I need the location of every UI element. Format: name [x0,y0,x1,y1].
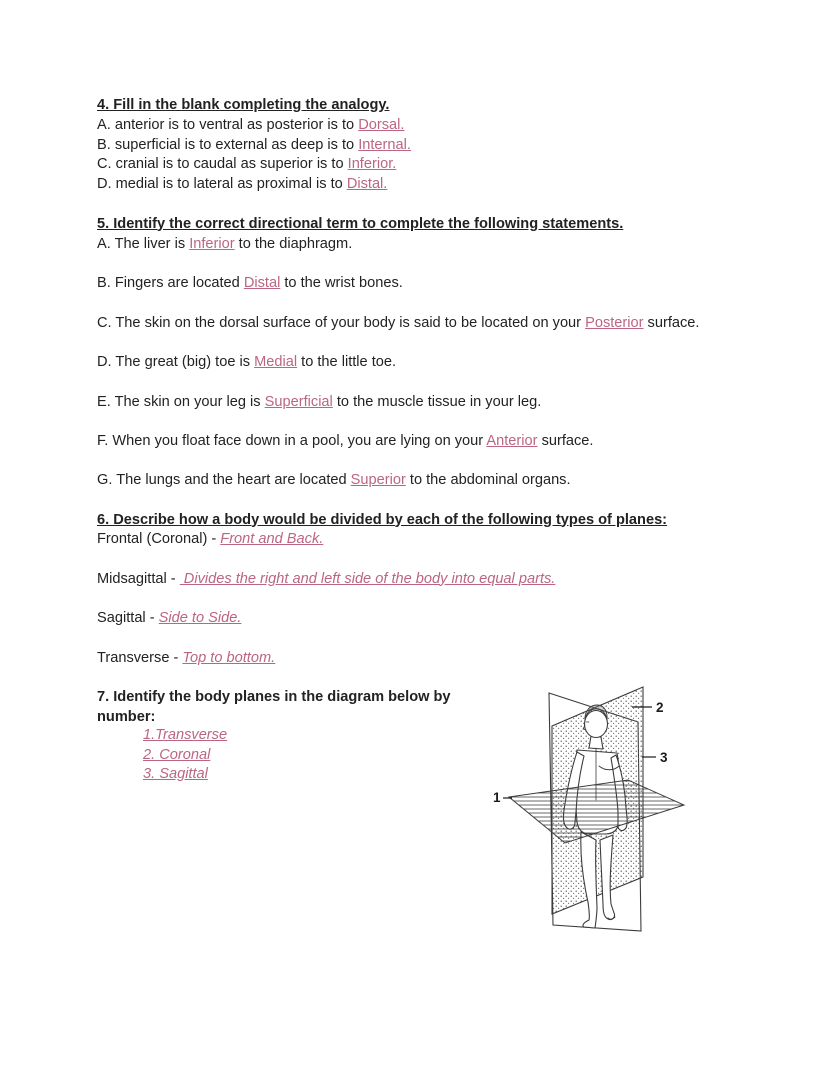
answer-text: Anterior [486,432,538,449]
diagram-label-1: 1 [493,790,501,805]
body-planes-diagram [480,675,715,945]
static-text: F. When you float face down in a pool, you are lying on your [97,432,487,449]
answer-text: Medial [254,354,298,370]
static-text: D. The great (big) toe is [97,354,255,370]
q4-item-c [97,157,396,172]
answer-text: Top to bottom. [182,649,276,666]
diagram-label-2: 2 [656,700,664,715]
answer-text: Internal. [358,136,411,153]
diagram-label-3: 3 [660,750,668,765]
static-text: number: [97,708,156,725]
static-text: 7. Identify the body planes in the diagram below by [97,688,451,705]
static-text: to the abdominal organs. [405,472,571,488]
static-text: Sagittal - [97,610,159,626]
q5-item-d [97,355,396,370]
q4-item-a [97,118,404,133]
answer-text: 1.Transverse [143,726,228,743]
static-text: to the little toe. [297,354,397,370]
q6-header [97,513,667,528]
static-text: to the wrist bones. [280,275,403,291]
answer-text: Divides the right and left side of the body into equal parts. [179,570,556,587]
q5-item-e [97,395,541,410]
answer-text: Superficial [264,393,333,410]
q4-item-d [97,177,387,192]
q6-midsagittal [97,572,555,587]
q5-item-a [97,237,352,252]
static-text: C. The skin on the dorsal surface of your body is said to be located on your [97,314,586,331]
answer-text: Superior [350,472,406,488]
q5-item-f [97,434,593,449]
static-text: A. The liver is [97,235,190,252]
q6-transverse [97,651,275,666]
q7-header-line1 [97,690,451,705]
q6-sagittal [97,611,241,626]
q5-item-c [97,316,699,331]
q7-answer-3 [143,767,208,782]
static-text: D. medial is to lateral as proximal is to [97,176,347,192]
static-text: surface. [643,314,700,331]
answer-text: Distal [243,275,281,291]
static-text: to the diaphragm. [234,235,353,252]
static-text: B. superficial is to external as deep is to [97,136,359,153]
static-text: Transverse - [97,649,183,666]
q7-answer-2 [143,748,210,763]
static-text: Frontal (Coronal) - [97,531,221,547]
static-text: E. The skin on your leg is [97,393,265,410]
static-text: C. cranial is to caudal as superior is to [97,156,348,172]
static-text: 6. Describe how a body would be divided by each of the following types of planes: [97,511,668,528]
q5-item-g [97,473,571,488]
static-text: 5. Identify the correct directional term to complete the following statements. [97,215,624,232]
q7-answer-1 [143,728,227,743]
q6-frontal [97,532,323,547]
answer-text: Distal. [346,176,388,192]
q5-item-b [97,276,403,291]
answer-text: Dorsal. [358,117,405,133]
answer-text: Front and Back. [220,531,324,547]
answer-text: Posterior [585,314,644,331]
static-text: G. The lungs and the heart are located [97,472,351,488]
answer-text: Side to Side. [158,610,242,626]
static-text: B. Fingers are located [97,275,244,291]
q5-header [97,217,623,232]
q4-item-b [97,138,411,153]
static-text: Midsagittal - [97,570,180,587]
answer-text: Inferior [189,235,235,252]
q4-header [97,98,389,113]
answer-text: 2. Coronal [143,746,211,763]
static-text: surface. [537,432,594,449]
static-text: A. anterior is to ventral as posterior is to [97,117,359,133]
answer-text: Inferior. [347,156,397,172]
answer-text: 3. Sagittal [143,766,208,782]
q7-header-line2 [97,710,155,725]
static-text: 4. Fill in the blank completing the analogy. [97,97,390,113]
static-text: to the muscle tissue in your leg. [332,393,542,410]
